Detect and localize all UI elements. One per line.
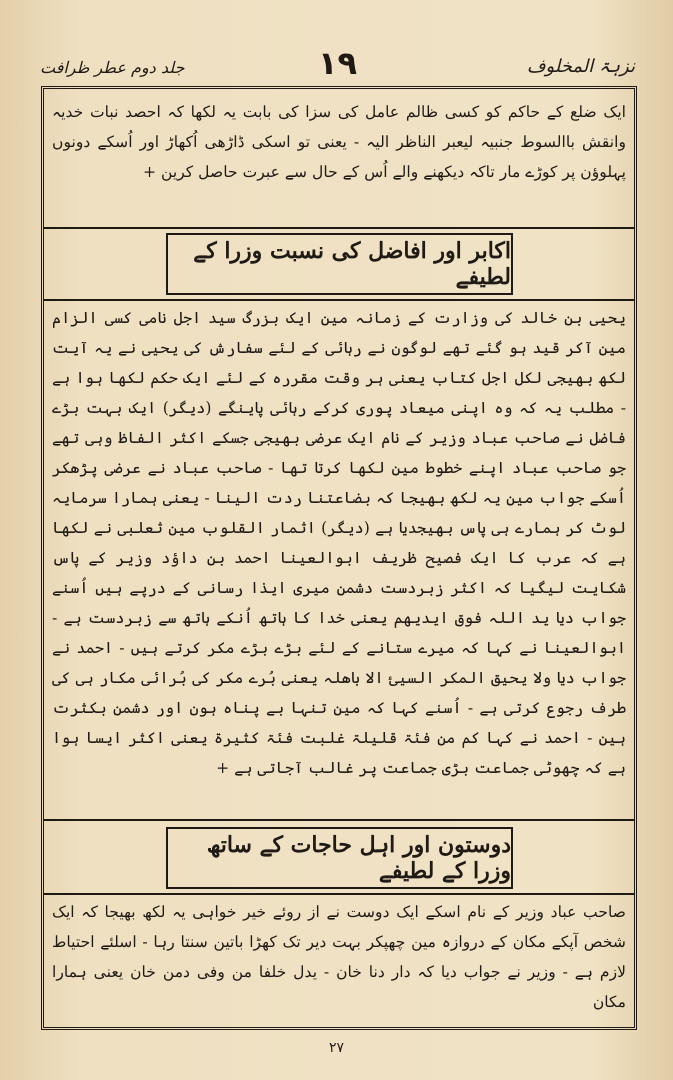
paragraph-anecdotes — [52, 303, 626, 783]
text-frame — [41, 86, 637, 1030]
footer-mark: ۲۷ — [328, 1040, 345, 1056]
paragraph-text: صاحب عباد وزیر کے نام اسکے ایک دوست نے از روئے خیر خواہی یہ لکھ بھیجا کہ ایک شخص آپکے مکان کے دروازہ مین چھپکر بہت دیر تک کھڑا باتین سنتا رہا - اسلئے احتیاط لازم ہے - وزیر نے جواب دیا کہ دار دنا خان - یدل خلفا من وفی دمن خان یعنی ہمارا مکان — [52, 903, 626, 1011]
paragraph-text: ایک ضلع کے حاکم کو کسی ظالم عامل کی سزا کی بابت یہ لکھا کہ احصد نبات خدیہ وانقش باالسوط جنبیہ لیعبر الناظر الیہ - یعنی تو اسکی ڈاڑھی اُکھاڑ اور اُسکے دونوں پہلوؤن پر کوڑے مار تاکہ دیکھنے والے اُس کے حال سے عبرت حاصل کرین + — [52, 103, 626, 181]
paragraph-punishment — [52, 97, 626, 187]
section-heading-friends: دوستون اور اہل حاجات کے ساتھ وزرا کے لطیفے — [166, 827, 513, 889]
section-heading-scholars: اکابر اور افاضل کی نسبت وزرا کے لطیفے — [166, 233, 513, 295]
paragraph-text: یحیی بن خالد کی وزارت کے زمانہ مین ایک بزرگ سید اجل نامی کسی الزام مین آکر قید ہو گئے تھے لوگون نے رہائی کے لئے سفارش کی یحیی نے یہ آیت لکھ بھیجی لکل اجل کتاب یعنی ہر وقت مقررہ کے لئے ایک حکم لکھا ہوا ہے - مطلب یہ کہ وہ اپنی میعاد پوری کرکے رہائی پاینگے (دیگر) ایک بہت بڑے فاضل نے صاحب عباد وزیر کے نام ایک عرضی بھیجی جسکے اکثر الفاظ وہی تھے جو صاحب عباد اپنے خطوط مین لکھا کرتا تھا - صاحب عباد نے عرضی پڑھکر اُسکے جواب مین یہ لکھ بھیجا کہ بضاعتنا ردت الینا - یعنی ہمارا سرمایہ لوٹ کر ہمارے ہی پاس بھیجدیا ہے (دیگر) اثمار القلوب مین ثعلبی نے لکھا ہے کہ عرب کا ایک فصیح ظریف ابوالعینا احمد بن داؤد وزیر کے پاس شکایت لیگیا کہ اکثر زبردست دشمن میری ایذا رسانی کے درپے ہیں اُسنے جواب دیا ید اللہ فوق ایدیھم یعنی خدا کا ہاتھ اُنکے ہاتھ سے زبردست ہے - ابوالعینا نے کہا کہ میرے ستانے کے لئے بڑے بڑے مکر کرتے ہیں - احمد نے جواب دیا ولا یحیق المکر السیئ الا باھلہ یعنی بُرے مکر کی بُرائی مکار ہی کی طرف رجوع کرتی ہے - اُسنے کہا کہ مین تنہا بے پناہ ہون اور دشمن بکثرت ہین - احمد نے کہا کم من فئۃ قلیلۃ غلبت فئۃ کثیرۃ یعنی اکثر ایسا ہوا ہے کہ چھوٹی جماعت بڑی جماعت پر غالب آجاتی ہے + — [52, 309, 626, 777]
divider — [44, 299, 634, 301]
divider — [44, 819, 634, 821]
book-title: نزہۃ المخلوف — [526, 56, 635, 77]
paragraph-friends — [52, 897, 626, 1017]
page-number: ۱۹ — [317, 44, 358, 82]
volume-title: جلد دوم عطر ظرافت — [40, 58, 185, 77]
page-header — [40, 44, 635, 88]
divider — [44, 227, 634, 229]
divider — [44, 893, 634, 895]
